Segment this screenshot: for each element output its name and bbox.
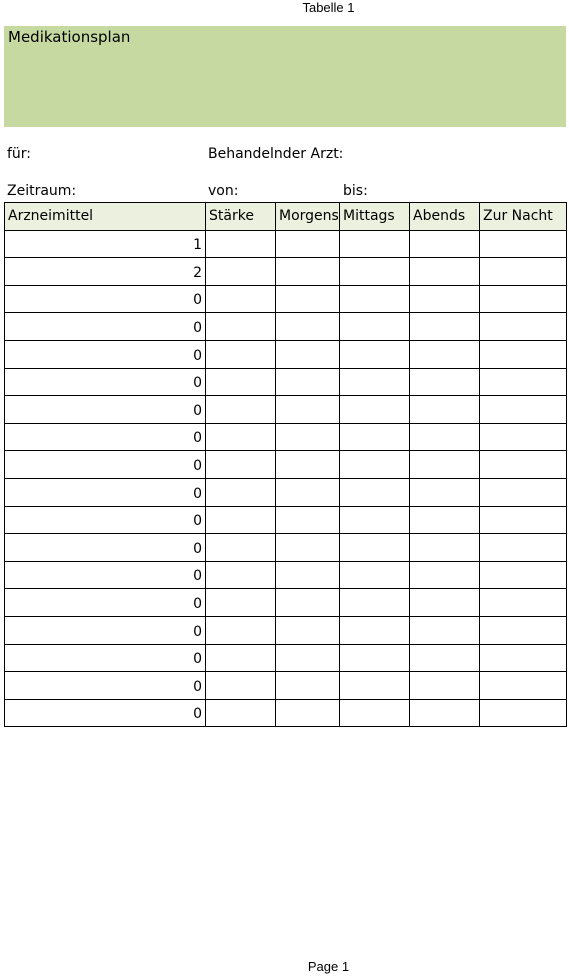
table-row <box>5 340 567 368</box>
strength-cell[interactable] <box>206 230 276 258</box>
page-footer: Page 1 <box>307 959 350 974</box>
morning-cell[interactable] <box>276 506 340 534</box>
evening-cell[interactable] <box>410 423 480 451</box>
evening-cell[interactable] <box>410 506 480 534</box>
noon-cell[interactable] <box>340 396 410 424</box>
night-cell[interactable] <box>480 506 567 534</box>
column-header-abends: Abends <box>410 203 480 231</box>
night-cell[interactable] <box>480 699 567 727</box>
period-label: Zeitraum: <box>7 183 77 199</box>
table-row <box>5 534 567 562</box>
evening-cell[interactable] <box>410 699 480 727</box>
morning-cell[interactable] <box>276 368 340 396</box>
strength-cell[interactable] <box>206 534 276 562</box>
strength-cell[interactable] <box>206 423 276 451</box>
column-header-zur-nacht: Zur Nacht <box>480 203 567 231</box>
medication-cell[interactable]: 0 <box>5 506 206 534</box>
noon-cell[interactable] <box>340 672 410 700</box>
night-cell[interactable] <box>480 451 567 479</box>
night-cell[interactable] <box>480 230 567 258</box>
table-row <box>5 258 567 286</box>
morning-cell[interactable] <box>276 478 340 506</box>
noon-cell[interactable] <box>340 285 410 313</box>
medication-cell[interactable]: 0 <box>5 699 206 727</box>
strength-cell[interactable] <box>206 561 276 589</box>
table-row <box>5 285 567 313</box>
medication-cell[interactable]: 0 <box>5 616 206 644</box>
document-title: Medikationsplan <box>4 26 566 127</box>
strength-cell[interactable] <box>206 258 276 286</box>
from-label: von: <box>208 183 239 199</box>
medication-cell[interactable]: 0 <box>5 589 206 617</box>
night-cell[interactable] <box>480 313 567 341</box>
night-cell[interactable] <box>480 644 567 672</box>
evening-cell[interactable] <box>410 616 480 644</box>
morning-cell[interactable] <box>276 451 340 479</box>
noon-cell[interactable] <box>340 313 410 341</box>
noon-cell[interactable] <box>340 644 410 672</box>
noon-cell[interactable] <box>340 506 410 534</box>
strength-cell[interactable] <box>206 506 276 534</box>
table-row <box>5 561 567 589</box>
medication-cell[interactable]: 0 <box>5 561 206 589</box>
night-cell[interactable] <box>480 285 567 313</box>
column-header-arzneimittel: Arzneimittel <box>5 203 206 231</box>
noon-cell[interactable] <box>340 699 410 727</box>
night-cell[interactable] <box>480 478 567 506</box>
morning-cell[interactable] <box>276 534 340 562</box>
night-cell[interactable] <box>480 396 567 424</box>
medication-cell[interactable]: 0 <box>5 451 206 479</box>
morning-cell[interactable] <box>276 589 340 617</box>
noon-cell[interactable] <box>340 258 410 286</box>
strength-cell[interactable] <box>206 616 276 644</box>
medication-cell[interactable]: 0 <box>5 313 206 341</box>
table-row <box>5 644 567 672</box>
table-row <box>5 478 567 506</box>
night-cell[interactable] <box>480 258 567 286</box>
strength-cell[interactable] <box>206 368 276 396</box>
medication-cell[interactable]: 0 <box>5 340 206 368</box>
patient-label: für: <box>7 146 32 162</box>
morning-cell[interactable] <box>276 644 340 672</box>
evening-cell[interactable] <box>410 285 480 313</box>
evening-cell[interactable] <box>410 230 480 258</box>
column-header-staerke: Stärke <box>206 203 276 231</box>
doctor-label: Behandelnder Arzt: <box>208 146 344 162</box>
morning-cell[interactable] <box>276 285 340 313</box>
medication-table <box>4 202 567 727</box>
night-cell[interactable] <box>480 561 567 589</box>
evening-cell[interactable] <box>410 589 480 617</box>
evening-cell[interactable] <box>410 561 480 589</box>
table-row <box>5 423 567 451</box>
medication-cell[interactable]: 0 <box>5 672 206 700</box>
strength-cell[interactable] <box>206 340 276 368</box>
medication-cell[interactable]: 0 <box>5 368 206 396</box>
table-row <box>5 506 567 534</box>
noon-cell[interactable] <box>340 340 410 368</box>
night-cell[interactable] <box>480 534 567 562</box>
medication-cell[interactable]: 0 <box>5 423 206 451</box>
evening-cell[interactable] <box>410 672 480 700</box>
strength-cell[interactable] <box>206 396 276 424</box>
strength-cell[interactable] <box>206 672 276 700</box>
noon-cell[interactable] <box>340 478 410 506</box>
table-body <box>5 230 567 727</box>
evening-cell[interactable] <box>410 478 480 506</box>
table-header-row <box>5 203 567 231</box>
evening-cell[interactable] <box>410 340 480 368</box>
noon-cell[interactable] <box>340 561 410 589</box>
noon-cell[interactable] <box>340 230 410 258</box>
strength-cell[interactable] <box>206 589 276 617</box>
medication-cell[interactable]: 0 <box>5 396 206 424</box>
strength-cell[interactable] <box>206 699 276 727</box>
noon-cell[interactable] <box>340 589 410 617</box>
period-info-row <box>0 181 569 201</box>
medication-cell[interactable]: 0 <box>5 478 206 506</box>
medication-cell[interactable]: 2 <box>5 258 206 286</box>
table-row <box>5 616 567 644</box>
table-row <box>5 313 567 341</box>
table-row <box>5 396 567 424</box>
morning-cell[interactable] <box>276 561 340 589</box>
evening-cell[interactable] <box>410 368 480 396</box>
evening-cell[interactable] <box>410 451 480 479</box>
morning-cell[interactable] <box>276 396 340 424</box>
patient-info-row <box>0 144 569 164</box>
morning-cell[interactable] <box>276 672 340 700</box>
morning-cell[interactable] <box>276 616 340 644</box>
table-row <box>5 672 567 700</box>
table-row <box>5 368 567 396</box>
strength-cell[interactable] <box>206 285 276 313</box>
medication-cell[interactable]: 1 <box>5 230 206 258</box>
morning-cell[interactable] <box>276 340 340 368</box>
strength-cell[interactable] <box>206 451 276 479</box>
night-cell[interactable] <box>480 672 567 700</box>
night-cell[interactable] <box>480 340 567 368</box>
noon-cell[interactable] <box>340 423 410 451</box>
night-cell[interactable] <box>480 423 567 451</box>
medication-cell[interactable]: 0 <box>5 644 206 672</box>
morning-cell[interactable] <box>276 423 340 451</box>
evening-cell[interactable] <box>410 396 480 424</box>
morning-cell[interactable] <box>276 699 340 727</box>
table-row <box>5 699 567 727</box>
noon-cell[interactable] <box>340 616 410 644</box>
strength-cell[interactable] <box>206 313 276 341</box>
medication-cell[interactable]: 0 <box>5 285 206 313</box>
evening-cell[interactable] <box>410 313 480 341</box>
to-label: bis: <box>343 183 368 199</box>
morning-cell[interactable] <box>276 258 340 286</box>
noon-cell[interactable] <box>340 451 410 479</box>
column-header-morgens: Morgens <box>276 203 340 231</box>
morning-cell[interactable] <box>276 230 340 258</box>
evening-cell[interactable] <box>410 534 480 562</box>
night-cell[interactable] <box>480 368 567 396</box>
strength-cell[interactable] <box>206 644 276 672</box>
night-cell[interactable] <box>480 589 567 617</box>
column-header-mittags: Mittags <box>340 203 410 231</box>
noon-cell[interactable] <box>340 368 410 396</box>
table-row <box>5 230 567 258</box>
medication-cell[interactable]: 0 <box>5 534 206 562</box>
sheet-title: Tabelle 1 <box>302 0 355 15</box>
table-row <box>5 451 567 479</box>
morning-cell[interactable] <box>276 313 340 341</box>
night-cell[interactable] <box>480 616 567 644</box>
strength-cell[interactable] <box>206 478 276 506</box>
evening-cell[interactable] <box>410 258 480 286</box>
table-row <box>5 589 567 617</box>
noon-cell[interactable] <box>340 534 410 562</box>
evening-cell[interactable] <box>410 644 480 672</box>
